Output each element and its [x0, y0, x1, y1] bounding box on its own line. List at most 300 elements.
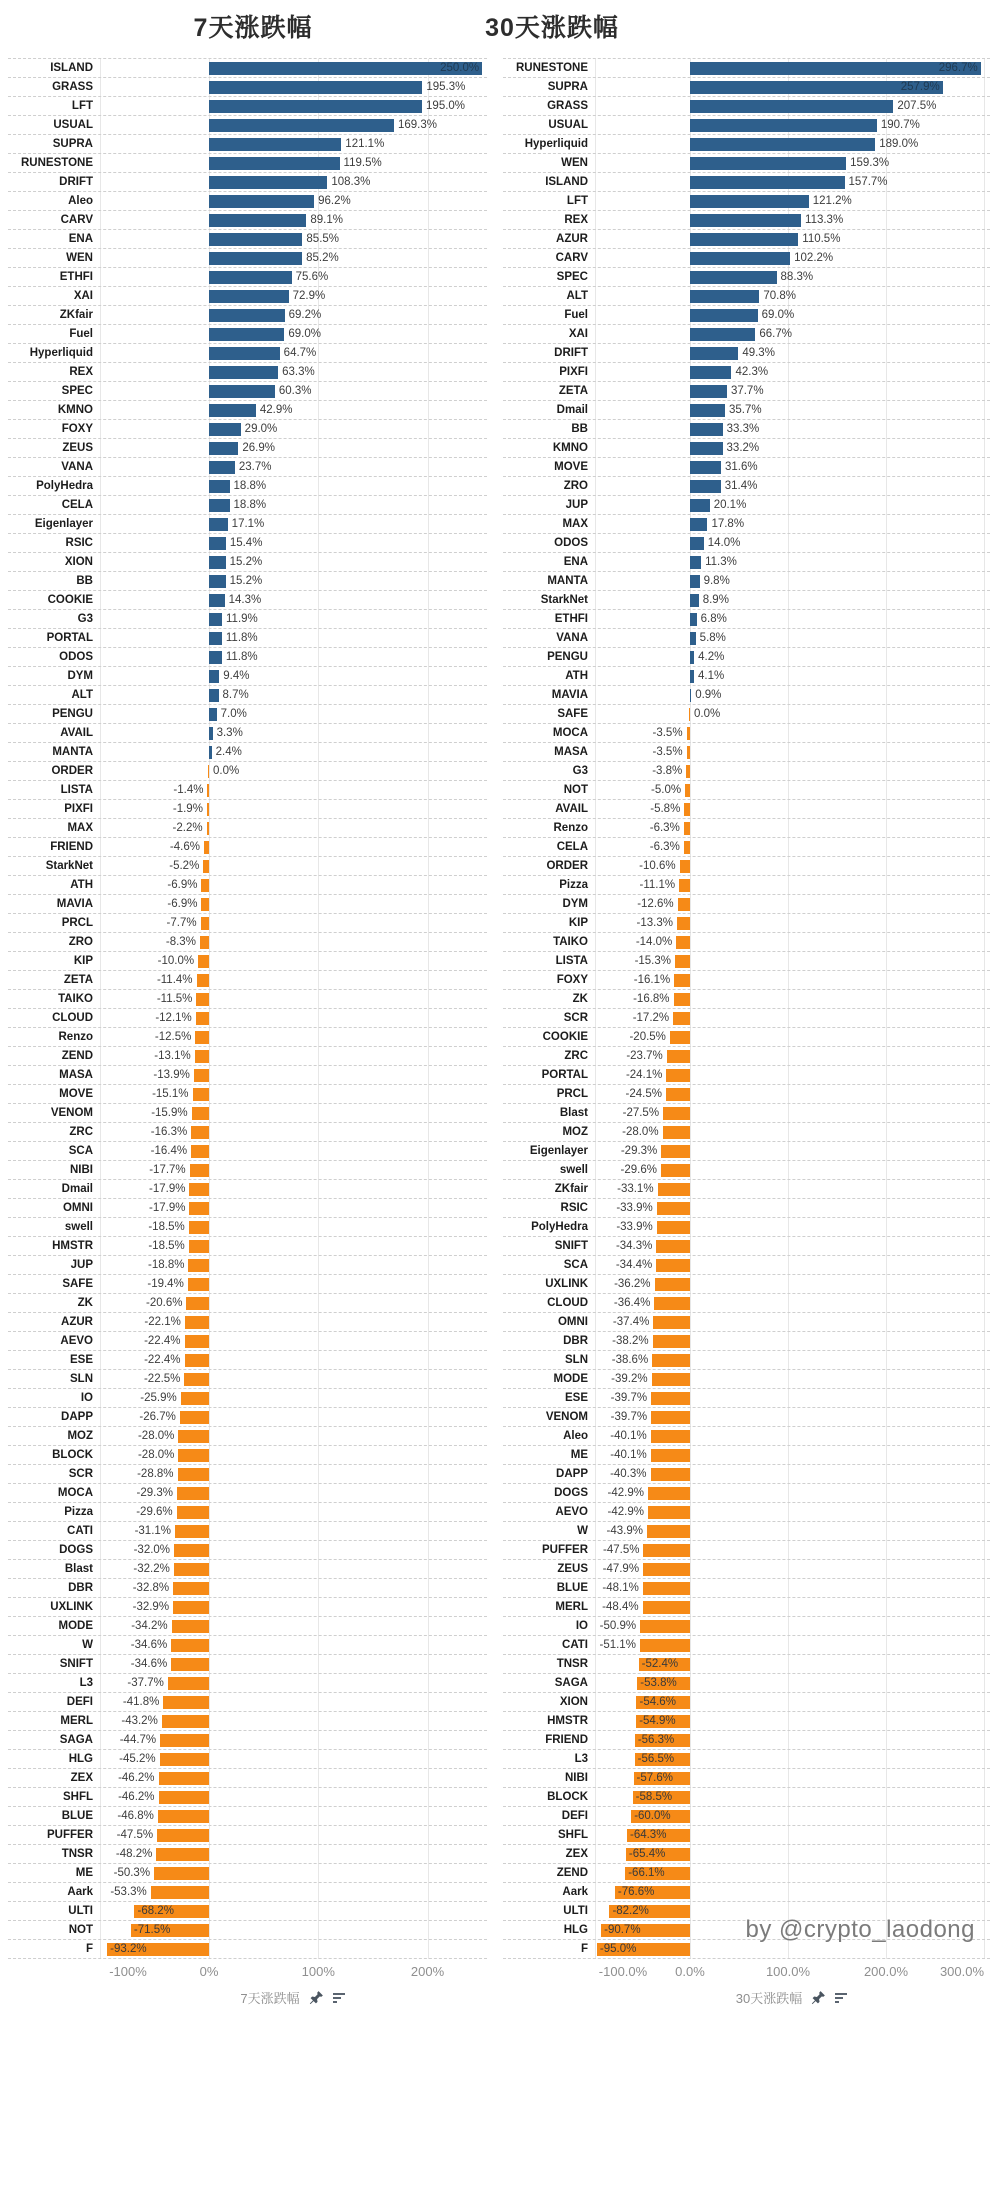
value-label: -28.8%: [137, 1468, 174, 1480]
bar-row: [8, 135, 487, 154]
bar[interactable]: [690, 290, 759, 303]
category-label: SLN: [565, 1354, 588, 1366]
bar[interactable]: [207, 803, 209, 816]
bar[interactable]: [684, 803, 690, 816]
category-label: SAGA: [59, 1734, 93, 1746]
bar[interactable]: [643, 1582, 690, 1595]
bar[interactable]: [196, 1012, 209, 1025]
bar[interactable]: [185, 1335, 209, 1348]
bar[interactable]: [208, 765, 209, 778]
value-label: 14.3%: [228, 594, 262, 606]
bar[interactable]: [690, 518, 707, 531]
bar-row: [503, 1826, 990, 1845]
bar[interactable]: [172, 1620, 209, 1633]
bar[interactable]: [656, 1240, 690, 1253]
bar[interactable]: [209, 157, 340, 170]
value-label: 26.9%: [242, 442, 275, 454]
category-label: MAVIA: [551, 689, 588, 701]
value-label: -39.7%: [610, 1392, 648, 1404]
value-label: -50.9%: [599, 1620, 637, 1632]
bar[interactable]: [201, 879, 209, 892]
bar-row: [503, 1256, 990, 1275]
bar[interactable]: [209, 537, 226, 550]
bar[interactable]: [197, 974, 209, 987]
category-label: Eigenlayer: [529, 1145, 588, 1157]
sort-icon[interactable]: [333, 1990, 347, 2005]
bar-row: [8, 1332, 487, 1351]
value-label: 69.2%: [288, 309, 322, 321]
bar[interactable]: [180, 1411, 209, 1424]
bar[interactable]: [690, 100, 893, 113]
bar[interactable]: [209, 613, 222, 626]
bar[interactable]: [173, 1601, 209, 1614]
bar[interactable]: [193, 1088, 209, 1101]
value-label: -20.5%: [629, 1031, 666, 1043]
bar[interactable]: [209, 594, 225, 607]
bar[interactable]: [690, 404, 725, 417]
bar[interactable]: [209, 575, 226, 588]
value-label: 18.8%: [233, 480, 267, 492]
bar[interactable]: [209, 423, 241, 436]
category-label: KIP: [568, 917, 588, 929]
value-label: -34.6%: [130, 1639, 168, 1651]
category-label: StarkNet: [540, 594, 588, 606]
value-label: 119.5%: [343, 157, 382, 169]
category-label: AEVO: [60, 1335, 93, 1347]
bar[interactable]: [647, 1525, 690, 1538]
bar[interactable]: [191, 1145, 209, 1158]
value-label: -3.8%: [652, 765, 683, 777]
value-label: -11.1%: [639, 879, 676, 891]
bar[interactable]: [191, 1126, 209, 1139]
category-label: ISLAND: [50, 62, 93, 74]
bar[interactable]: [684, 822, 690, 835]
bar[interactable]: [690, 214, 801, 227]
category-label: PUFFER: [47, 1829, 93, 1841]
bar[interactable]: [666, 1088, 690, 1101]
category-label: RSIC: [65, 537, 93, 549]
bar[interactable]: [159, 1772, 209, 1785]
category-label: ULTI: [68, 1905, 93, 1917]
bar[interactable]: [656, 1259, 690, 1272]
category-label: ENA: [68, 233, 93, 245]
chart-title-7d: 7天涨跌幅: [193, 14, 313, 42]
pushpin-icon[interactable]: [309, 1990, 324, 2005]
bar[interactable]: [209, 518, 228, 531]
bar-row: [8, 249, 487, 268]
bar[interactable]: [663, 1107, 690, 1120]
bar[interactable]: [209, 632, 222, 645]
bar[interactable]: [209, 708, 217, 721]
bar[interactable]: [674, 993, 690, 1006]
value-label: -50.3%: [113, 1867, 151, 1879]
bar[interactable]: [643, 1601, 690, 1614]
value-label: -76.6%: [617, 1886, 655, 1898]
bar[interactable]: [666, 1069, 690, 1082]
bar[interactable]: [156, 1848, 209, 1861]
bar[interactable]: [643, 1563, 690, 1576]
bar[interactable]: [207, 784, 209, 797]
bar[interactable]: [690, 423, 723, 436]
bar[interactable]: [653, 1335, 690, 1348]
value-label: 169.3%: [397, 119, 437, 131]
category-label: CARV: [60, 214, 93, 226]
bar[interactable]: [679, 879, 690, 892]
category-label: LISTA: [555, 955, 588, 967]
bar[interactable]: [652, 1373, 690, 1386]
bar[interactable]: [201, 898, 209, 911]
category-label: VANA: [61, 461, 93, 473]
value-label: -54.9%: [639, 1715, 676, 1727]
bar[interactable]: [686, 765, 690, 778]
bar[interactable]: [178, 1468, 209, 1481]
bar[interactable]: [173, 1582, 209, 1595]
bar[interactable]: [209, 138, 341, 151]
category-label: FOXY: [556, 974, 588, 986]
bar[interactable]: [209, 670, 219, 683]
bar[interactable]: [663, 1126, 690, 1139]
bar-row: [503, 572, 990, 591]
bar[interactable]: [175, 1525, 209, 1538]
sort-icon[interactable]: [835, 1990, 849, 2005]
bar[interactable]: [690, 119, 877, 132]
bar-row: [8, 287, 487, 306]
bar-row: [8, 515, 487, 534]
category-label: DBR: [68, 1582, 93, 1594]
bar[interactable]: [640, 1620, 690, 1633]
bar[interactable]: [690, 233, 798, 246]
bar[interactable]: [690, 157, 846, 170]
value-label: 113.3%: [805, 214, 844, 226]
bar[interactable]: [195, 1050, 209, 1063]
bar[interactable]: [181, 1392, 209, 1405]
bar[interactable]: [198, 955, 209, 968]
bar[interactable]: [689, 708, 690, 721]
value-label: 108.3%: [331, 176, 371, 188]
bar[interactable]: [209, 746, 212, 759]
bar[interactable]: [209, 347, 280, 360]
bar[interactable]: [154, 1867, 209, 1880]
bar[interactable]: [209, 651, 222, 664]
bar[interactable]: [174, 1563, 209, 1576]
bar[interactable]: [673, 1012, 690, 1025]
bar-row: [503, 648, 990, 667]
bar[interactable]: [171, 1639, 209, 1652]
bar[interactable]: [674, 974, 690, 987]
bar[interactable]: [651, 1468, 690, 1481]
category-label: SCR: [68, 1468, 93, 1480]
bar-row: [503, 819, 990, 838]
category-label: ZEX: [565, 1848, 588, 1860]
bar-row: [8, 819, 487, 838]
bar[interactable]: [185, 1354, 209, 1367]
bar[interactable]: [185, 1316, 209, 1329]
category-label: BLUE: [556, 1582, 588, 1594]
category-label: SNIFT: [59, 1658, 93, 1670]
bar[interactable]: [690, 632, 696, 645]
bar-row: [503, 952, 990, 971]
bar[interactable]: [661, 1145, 690, 1158]
bar[interactable]: [209, 689, 219, 702]
bar[interactable]: [209, 556, 226, 569]
bar[interactable]: [162, 1715, 209, 1728]
bar[interactable]: [648, 1487, 690, 1500]
bar-row: [503, 192, 990, 211]
value-label: 195.3%: [426, 81, 466, 93]
bar[interactable]: [178, 1449, 209, 1462]
category-label: FRIEND: [50, 841, 93, 853]
bar[interactable]: [174, 1544, 209, 1557]
category-label: Hyperliquid: [29, 347, 93, 359]
bar[interactable]: [685, 784, 690, 797]
bar[interactable]: [209, 499, 230, 512]
bar[interactable]: [204, 841, 209, 854]
bar-row: [503, 705, 990, 724]
bar[interactable]: [690, 537, 704, 550]
bar[interactable]: [195, 1031, 209, 1044]
pushpin-icon[interactable]: [811, 1990, 826, 2005]
value-label: 0.9%: [695, 689, 722, 701]
value-label: -26.7%: [139, 1411, 176, 1423]
bar[interactable]: [209, 233, 302, 246]
bar[interactable]: [657, 1202, 690, 1215]
bar-row: [503, 420, 990, 439]
bar[interactable]: [163, 1696, 209, 1709]
bar[interactable]: [654, 1297, 690, 1310]
value-label: -29.3%: [136, 1487, 173, 1499]
value-label: -5.8%: [650, 803, 681, 815]
bar[interactable]: [178, 1430, 209, 1443]
value-label: -29.6%: [136, 1506, 173, 1518]
value-label: -90.7%: [604, 1924, 641, 1936]
bar[interactable]: [177, 1506, 209, 1519]
bar[interactable]: [158, 1810, 209, 1823]
bar[interactable]: [648, 1506, 690, 1519]
bar[interactable]: [658, 1183, 690, 1196]
bar[interactable]: [160, 1753, 209, 1766]
bar[interactable]: [209, 309, 285, 322]
category-label: TAIKO: [58, 993, 93, 1005]
value-label: 9.8%: [703, 575, 730, 587]
bar[interactable]: [690, 575, 700, 588]
bar[interactable]: [651, 1411, 690, 1424]
bar-row: [503, 1541, 990, 1560]
bar[interactable]: [690, 556, 701, 569]
value-label: -24.1%: [625, 1069, 663, 1081]
bar[interactable]: [209, 385, 275, 398]
bar[interactable]: [653, 1316, 690, 1329]
bar[interactable]: [675, 955, 690, 968]
value-label: -22.4%: [144, 1335, 181, 1347]
value-label: -57.6%: [636, 1772, 673, 1784]
value-label: -37.7%: [127, 1677, 164, 1689]
bar[interactable]: [157, 1829, 209, 1842]
bar-row: [8, 496, 487, 515]
value-label: 85.2%: [306, 252, 339, 264]
bar-row: [503, 306, 990, 325]
bar[interactable]: [687, 746, 690, 759]
bar[interactable]: [209, 119, 394, 132]
bar[interactable]: [188, 1278, 209, 1291]
bar[interactable]: [192, 1107, 209, 1120]
bar[interactable]: [184, 1373, 209, 1386]
bar[interactable]: [651, 1430, 690, 1443]
bar-row: [8, 1351, 487, 1370]
bar[interactable]: [196, 993, 209, 1006]
bar[interactable]: [209, 727, 213, 740]
bar[interactable]: [209, 366, 278, 379]
bar-row: [503, 1294, 990, 1313]
category-label: MASA: [59, 1069, 93, 1081]
bar[interactable]: [159, 1791, 209, 1804]
bar[interactable]: [690, 594, 699, 607]
category-label: CELA: [556, 841, 588, 853]
value-label: 296.7%: [938, 62, 978, 74]
bar[interactable]: [640, 1639, 690, 1652]
bar[interactable]: [209, 461, 235, 474]
bar-row: [8, 1617, 487, 1636]
bar[interactable]: [201, 917, 209, 930]
category-label: ALT: [71, 689, 93, 701]
value-label: -36.4%: [613, 1297, 651, 1309]
bar[interactable]: [690, 252, 790, 265]
bar-row: [8, 1427, 487, 1446]
category-label: PIXFI: [64, 803, 93, 815]
bar[interactable]: [684, 841, 690, 854]
category-label: HMSTR: [52, 1240, 93, 1252]
bar[interactable]: [209, 100, 422, 113]
bar[interactable]: [209, 214, 306, 227]
bar[interactable]: [189, 1183, 209, 1196]
bar[interactable]: [188, 1259, 209, 1272]
bar[interactable]: [209, 442, 238, 455]
bar[interactable]: [168, 1677, 209, 1690]
bar[interactable]: [690, 480, 721, 493]
bar[interactable]: [186, 1297, 209, 1310]
value-label: -40.3%: [610, 1468, 647, 1480]
bar[interactable]: [177, 1487, 209, 1500]
category-label: BLOCK: [52, 1449, 93, 1461]
bar[interactable]: [690, 366, 731, 379]
bar[interactable]: [209, 290, 289, 303]
bar-row: [503, 1104, 990, 1123]
bar[interactable]: [690, 499, 710, 512]
chart-title-30d: 30天涨跌幅: [485, 14, 619, 42]
bar[interactable]: [160, 1734, 209, 1747]
bar-row: [503, 1503, 990, 1522]
bar[interactable]: [189, 1221, 209, 1234]
category-label: HLG: [563, 1924, 588, 1936]
bar[interactable]: [690, 613, 697, 626]
bar-row: [8, 78, 487, 97]
bar[interactable]: [209, 195, 314, 208]
bar[interactable]: [680, 860, 690, 873]
value-label: -6.3%: [649, 841, 680, 853]
bar-row: [8, 1275, 487, 1294]
value-label: -56.5%: [637, 1753, 675, 1765]
bar[interactable]: [194, 1069, 209, 1082]
bar[interactable]: [690, 385, 727, 398]
bar[interactable]: [643, 1544, 690, 1557]
bar-row: [8, 1085, 487, 1104]
bar[interactable]: [189, 1240, 209, 1253]
bar[interactable]: [171, 1658, 209, 1671]
category-label: Fuel: [564, 309, 588, 321]
bar[interactable]: [189, 1202, 209, 1215]
category-label: ZK: [77, 1297, 93, 1309]
bar[interactable]: [207, 822, 209, 835]
bar[interactable]: [655, 1278, 690, 1291]
bar[interactable]: [667, 1050, 690, 1063]
bar[interactable]: [200, 936, 209, 949]
bar-row: [503, 173, 990, 192]
bar[interactable]: [690, 689, 691, 702]
bar[interactable]: [209, 404, 256, 417]
bar[interactable]: [687, 727, 690, 740]
value-label: -15.1%: [152, 1088, 189, 1100]
value-label: 20.1%: [713, 499, 747, 511]
bar-row: [8, 762, 487, 781]
bar[interactable]: [651, 1449, 690, 1462]
bar[interactable]: [203, 860, 209, 873]
bar[interactable]: [652, 1354, 690, 1367]
bar[interactable]: [677, 917, 690, 930]
bar[interactable]: [209, 328, 284, 341]
bar[interactable]: [678, 898, 690, 911]
category-label: BB: [571, 423, 588, 435]
bar-row: [8, 1465, 487, 1484]
bar[interactable]: [690, 347, 738, 360]
bar[interactable]: [209, 252, 302, 265]
value-label: -24.5%: [625, 1088, 662, 1100]
category-label: G3: [572, 765, 588, 777]
bar[interactable]: [690, 309, 758, 322]
bar[interactable]: [657, 1221, 690, 1234]
bar[interactable]: [190, 1164, 209, 1177]
bar[interactable]: [690, 461, 721, 474]
category-label: MODE: [58, 1620, 93, 1632]
bar[interactable]: [690, 328, 755, 341]
bar[interactable]: [151, 1886, 209, 1899]
bar[interactable]: [670, 1031, 690, 1044]
category-label: RUNESTONE: [21, 157, 93, 169]
bar[interactable]: [209, 480, 230, 493]
value-label: -40.1%: [610, 1430, 647, 1442]
bar[interactable]: [690, 176, 845, 189]
value-label: -34.2%: [131, 1620, 168, 1632]
value-label: 6.8%: [700, 613, 727, 625]
bar[interactable]: [209, 176, 327, 189]
bar[interactable]: [690, 651, 694, 664]
bar[interactable]: [676, 936, 690, 949]
category-label: DAPP: [61, 1411, 93, 1423]
bar[interactable]: [690, 442, 723, 455]
category-label: HMSTR: [547, 1715, 588, 1727]
axis-tick-label: 100%: [301, 1964, 335, 1979]
bar[interactable]: [209, 271, 292, 284]
bar[interactable]: [690, 195, 809, 208]
bar[interactable]: [651, 1392, 690, 1405]
bar[interactable]: [690, 271, 777, 284]
bar[interactable]: [209, 81, 422, 94]
bar-row: [503, 1009, 990, 1028]
bar[interactable]: [690, 670, 694, 683]
axis-tick-label: 0%: [199, 1964, 219, 1979]
bar-row: [8, 534, 487, 553]
bar[interactable]: [690, 138, 875, 151]
bar-row: [503, 1028, 990, 1047]
bar[interactable]: [661, 1164, 690, 1177]
